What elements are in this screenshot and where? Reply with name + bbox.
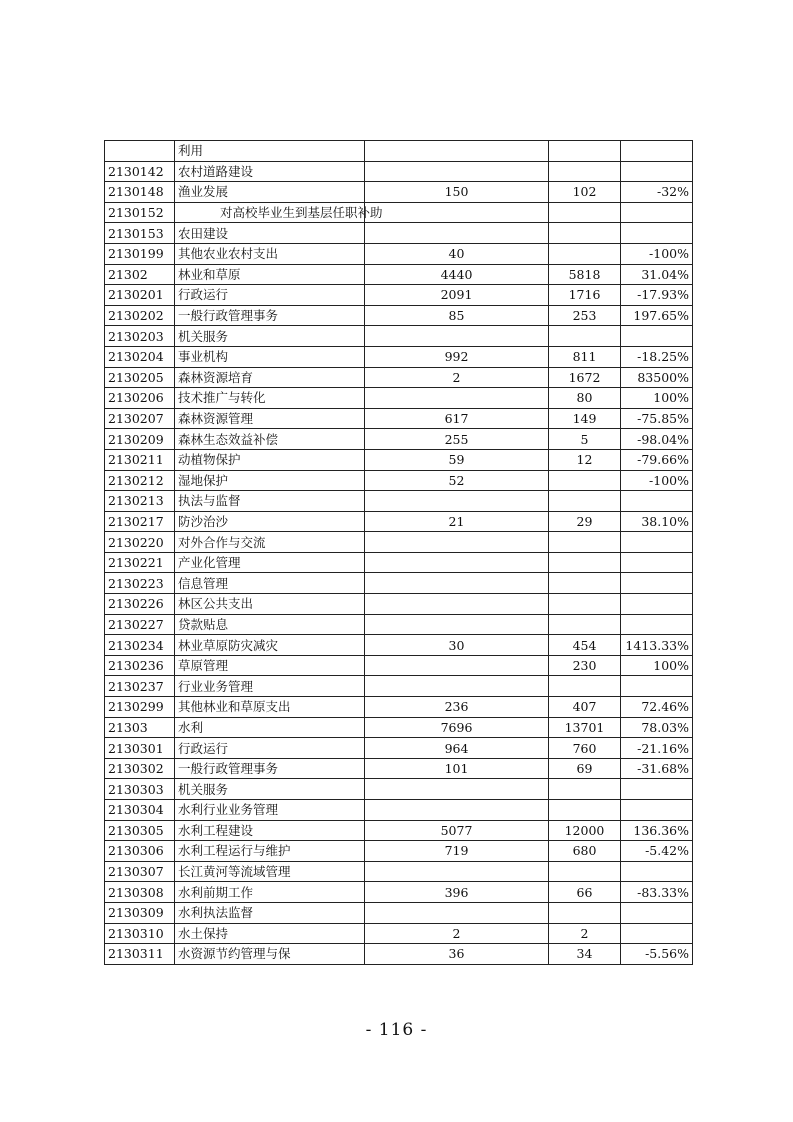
row-code-cell: 2130153 [105,223,175,244]
row-percent-cell: -75.85% [621,408,693,429]
row-percent-cell: -79.66% [621,449,693,470]
row-value-a-cell: 719 [365,841,549,862]
row-name-cell: 水利工程建设 [175,820,365,841]
row-percent-cell: -17.93% [621,285,693,306]
row-value-b-cell: 5818 [549,264,621,285]
row-value-b-cell [549,470,621,491]
row-value-a-cell: 992 [365,346,549,367]
row-name-cell: 技术推广与转化 [175,388,365,409]
row-value-a-cell [365,491,549,512]
row-code-cell: 2130142 [105,161,175,182]
row-value-a-cell [365,779,549,800]
row-code-cell: 2130223 [105,573,175,594]
row-value-a-cell: 150 [365,182,549,203]
table-row [105,676,693,697]
row-code-cell: 2130148 [105,182,175,203]
row-code-cell: 2130201 [105,285,175,306]
table-row [105,264,693,285]
row-name-cell: 农村道路建设 [175,161,365,182]
row-value-b-cell [549,326,621,347]
row-name-cell: 林业草原防灾减灾 [175,635,365,656]
row-name-cell: 其他农业农村支出 [175,243,365,264]
row-value-b-cell: 13701 [549,717,621,738]
row-value-b-cell [549,243,621,264]
row-value-a-cell [365,902,549,923]
row-value-b-cell [549,552,621,573]
row-name-cell: 信息管理 [175,573,365,594]
row-code-cell: 2130220 [105,532,175,553]
row-code-cell: 2130199 [105,243,175,264]
row-value-b-cell: 2 [549,923,621,944]
row-name-cell: 对外合作与交流 [175,532,365,553]
row-percent-cell: 136.36% [621,820,693,841]
row-name-cell: 一般行政管理事务 [175,758,365,779]
row-percent-cell: -32% [621,182,693,203]
row-percent-cell [621,223,693,244]
row-value-a-cell: 255 [365,429,549,450]
row-value-b-cell [549,573,621,594]
table-row [105,738,693,759]
row-value-a-cell: 5077 [365,820,549,841]
row-name-cell: 贷款贴息 [175,614,365,635]
row-value-a-cell [365,800,549,821]
row-name-cell: 林区公共支出 [175,594,365,615]
row-code-cell: 2130237 [105,676,175,697]
row-percent-cell [621,861,693,882]
row-value-b-cell: 1716 [549,285,621,306]
row-value-a-cell [365,676,549,697]
row-percent-cell: 100% [621,388,693,409]
table-row [105,758,693,779]
row-value-a-cell [365,573,549,594]
table-row [105,614,693,635]
row-value-b-cell [549,676,621,697]
row-value-a-cell: 59 [365,449,549,470]
row-percent-cell: 38.10% [621,511,693,532]
row-name-cell: 事业机构 [175,346,365,367]
row-value-a-cell: 85 [365,305,549,326]
table-row [105,285,693,306]
row-value-b-cell [549,861,621,882]
row-name-cell: 草原管理 [175,655,365,676]
table-row [105,573,693,594]
table-row [105,161,693,182]
row-name-cell: 执法与监督 [175,491,365,512]
row-code-cell: 2130226 [105,594,175,615]
row-value-a-cell: 617 [365,408,549,429]
row-value-b-cell: 407 [549,697,621,718]
row-code-cell: 2130205 [105,367,175,388]
row-value-b-cell [549,902,621,923]
table-row [105,717,693,738]
table-row [105,141,693,162]
row-value-a-cell: 21 [365,511,549,532]
row-name-text: 对高校毕业生到基层任职补助 [220,205,383,221]
row-name-cell [175,202,383,223]
row-percent-cell: 78.03% [621,717,693,738]
row-percent-cell [621,326,693,347]
row-code-cell: 2130308 [105,882,175,903]
table-row [105,408,693,429]
row-name-cell: 行政运行 [175,738,365,759]
row-value-a-cell [365,223,549,244]
row-name-cell: 动植物保护 [175,449,365,470]
row-value-b-cell: 454 [549,635,621,656]
row-name-cell: 湿地保护 [175,470,365,491]
row-value-b-cell [549,161,621,182]
row-code-cell: 2130211 [105,449,175,470]
row-value-a-cell [365,161,549,182]
table-row [105,800,693,821]
row-value-a-cell [365,614,549,635]
row-code-cell: 2130209 [105,429,175,450]
row-percent-cell: -18.25% [621,346,693,367]
row-name-cell: 森林资源管理 [175,408,365,429]
table-row [105,697,693,718]
row-value-b-cell [549,491,621,512]
row-percent-cell: -98.04% [621,429,693,450]
row-code-cell: 2130304 [105,800,175,821]
row-percent-cell: -31.68% [621,758,693,779]
row-value-b-cell: 760 [549,738,621,759]
row-value-a-cell [365,594,549,615]
row-name-cell: 长江黄河等流域管理 [175,861,365,882]
row-percent-cell: -5.42% [621,841,693,862]
row-value-a-cell [365,552,549,573]
row-percent-cell [621,202,693,223]
row-name-cell: 一般行政管理事务 [175,305,365,326]
row-percent-cell: 100% [621,655,693,676]
row-value-b-cell [549,202,621,223]
row-value-a-cell: 30 [365,635,549,656]
row-name-cell: 林业和草原 [175,264,365,285]
row-name-cell: 水利前期工作 [175,882,365,903]
row-code-cell: 2130204 [105,346,175,367]
row-code-cell: 2130213 [105,491,175,512]
row-value-a-cell: 2 [365,367,549,388]
row-code-cell: 2130301 [105,738,175,759]
row-percent-cell [621,902,693,923]
table-row [105,243,693,264]
row-value-b-cell [549,594,621,615]
table-row [105,367,693,388]
row-percent-cell: -21.16% [621,738,693,759]
row-code-cell: 2130217 [105,511,175,532]
row-value-b-cell: 12 [549,449,621,470]
table-row [105,841,693,862]
row-value-b-cell [549,800,621,821]
row-percent-cell: -5.56% [621,944,693,965]
table-row [105,944,693,965]
row-value-b-cell: 680 [549,841,621,862]
row-value-a-cell [365,388,549,409]
row-code-cell: 2130221 [105,552,175,573]
row-value-b-cell [549,614,621,635]
row-value-a-cell: 4440 [365,264,549,285]
table-row [105,861,693,882]
row-name-cell: 水利行业业务管理 [175,800,365,821]
row-percent-cell: 83500% [621,367,693,388]
table-row [105,552,693,573]
row-percent-cell [621,491,693,512]
row-name-cell: 水利 [175,717,365,738]
row-percent-cell [621,594,693,615]
table-row [105,202,693,223]
table-row [105,449,693,470]
row-code-cell: 2130302 [105,758,175,779]
row-value-a-cell: 236 [365,697,549,718]
row-name-cell: 渔业发展 [175,182,365,203]
row-code-cell [105,141,175,162]
table-row [105,511,693,532]
row-value-a-cell: 7696 [365,717,549,738]
row-name-cell: 水利工程运行与维护 [175,841,365,862]
row-name-cell: 其他林业和草原支出 [175,697,365,718]
row-name-cell: 产业化管理 [175,552,365,573]
table-row [105,594,693,615]
table-row [105,882,693,903]
row-code-cell: 2130236 [105,655,175,676]
row-code-cell: 2130203 [105,326,175,347]
row-code-cell: 2130212 [105,470,175,491]
row-percent-cell [621,923,693,944]
row-name-cell: 森林资源培育 [175,367,365,388]
row-name-cell: 机关服务 [175,779,365,800]
table-row [105,305,693,326]
table-row [105,346,693,367]
row-percent-cell [621,532,693,553]
row-value-a-cell: 964 [365,738,549,759]
row-code-cell: 21303 [105,717,175,738]
table-row [105,182,693,203]
table-row [105,223,693,244]
row-code-cell: 2130303 [105,779,175,800]
table-row [105,655,693,676]
row-name-cell: 行业业务管理 [175,676,365,697]
table-row [105,779,693,800]
row-code-cell: 2130207 [105,408,175,429]
row-percent-cell [621,552,693,573]
row-value-a-cell: 396 [365,882,549,903]
row-percent-cell: 197.65% [621,305,693,326]
row-code-cell: 2130234 [105,635,175,656]
row-value-b-cell: 811 [549,346,621,367]
row-value-b-cell: 66 [549,882,621,903]
row-value-a-cell: 40 [365,243,549,264]
row-name-cell: 森林生态效益补偿 [175,429,365,450]
row-name-cell: 机关服务 [175,326,365,347]
row-value-a-cell [365,861,549,882]
row-code-cell: 2130202 [105,305,175,326]
row-code-cell: 2130311 [105,944,175,965]
budget-table [104,140,693,965]
row-percent-cell [621,800,693,821]
row-name-cell: 利用 [175,141,365,162]
row-value-a-cell [365,202,549,223]
row-code-cell: 2130152 [105,202,175,223]
row-value-a-cell: 36 [365,944,549,965]
row-value-b-cell [549,532,621,553]
row-value-b-cell: 5 [549,429,621,450]
row-code-cell: 2130227 [105,614,175,635]
row-value-b-cell: 29 [549,511,621,532]
row-value-a-cell: 52 [365,470,549,491]
table-row [105,326,693,347]
table-row [105,820,693,841]
row-percent-cell: -83.33% [621,882,693,903]
row-percent-cell [621,161,693,182]
row-value-b-cell: 253 [549,305,621,326]
table-row [105,429,693,450]
table-row [105,388,693,409]
row-name-cell: 行政运行 [175,285,365,306]
row-percent-cell: 72.46% [621,697,693,718]
row-percent-cell: -100% [621,470,693,491]
row-value-b-cell: 80 [549,388,621,409]
row-percent-cell [621,573,693,594]
row-name-cell: 水土保持 [175,923,365,944]
row-value-b-cell: 69 [549,758,621,779]
row-percent-cell [621,614,693,635]
row-value-b-cell: 230 [549,655,621,676]
budget-table-body [105,141,693,965]
row-value-b-cell [549,779,621,800]
row-name-cell: 水资源节约管理与保 [175,944,365,965]
table-row [105,470,693,491]
row-value-a-cell [365,141,549,162]
table-row [105,491,693,512]
row-value-b-cell: 102 [549,182,621,203]
table-row [105,532,693,553]
row-value-a-cell [365,655,549,676]
row-name-cell: 农田建设 [175,223,365,244]
row-value-b-cell: 34 [549,944,621,965]
row-code-cell: 21302 [105,264,175,285]
row-name-cell: 水利执法监督 [175,902,365,923]
row-value-a-cell [365,326,549,347]
row-code-cell: 2130206 [105,388,175,409]
row-value-a-cell: 2 [365,923,549,944]
row-percent-cell: 31.04% [621,264,693,285]
page-number: - 116 - [365,1020,428,1040]
row-value-b-cell: 12000 [549,820,621,841]
row-code-cell: 2130305 [105,820,175,841]
row-value-b-cell [549,223,621,244]
row-code-cell: 2130310 [105,923,175,944]
row-percent-cell [621,676,693,697]
row-value-a-cell: 101 [365,758,549,779]
row-value-b-cell: 149 [549,408,621,429]
row-code-cell: 2130306 [105,841,175,862]
table-row [105,902,693,923]
row-value-b-cell [549,141,621,162]
row-value-a-cell [365,532,549,553]
row-value-a-cell: 2091 [365,285,549,306]
table-row [105,635,693,656]
row-percent-cell [621,779,693,800]
table-row [105,923,693,944]
row-percent-cell: 1413.33% [621,635,693,656]
row-percent-cell: -100% [621,243,693,264]
row-value-b-cell: 1672 [549,367,621,388]
row-code-cell: 2130307 [105,861,175,882]
row-code-cell: 2130299 [105,697,175,718]
row-name-cell: 防沙治沙 [175,511,365,532]
row-code-cell: 2130309 [105,902,175,923]
row-percent-cell [621,141,693,162]
